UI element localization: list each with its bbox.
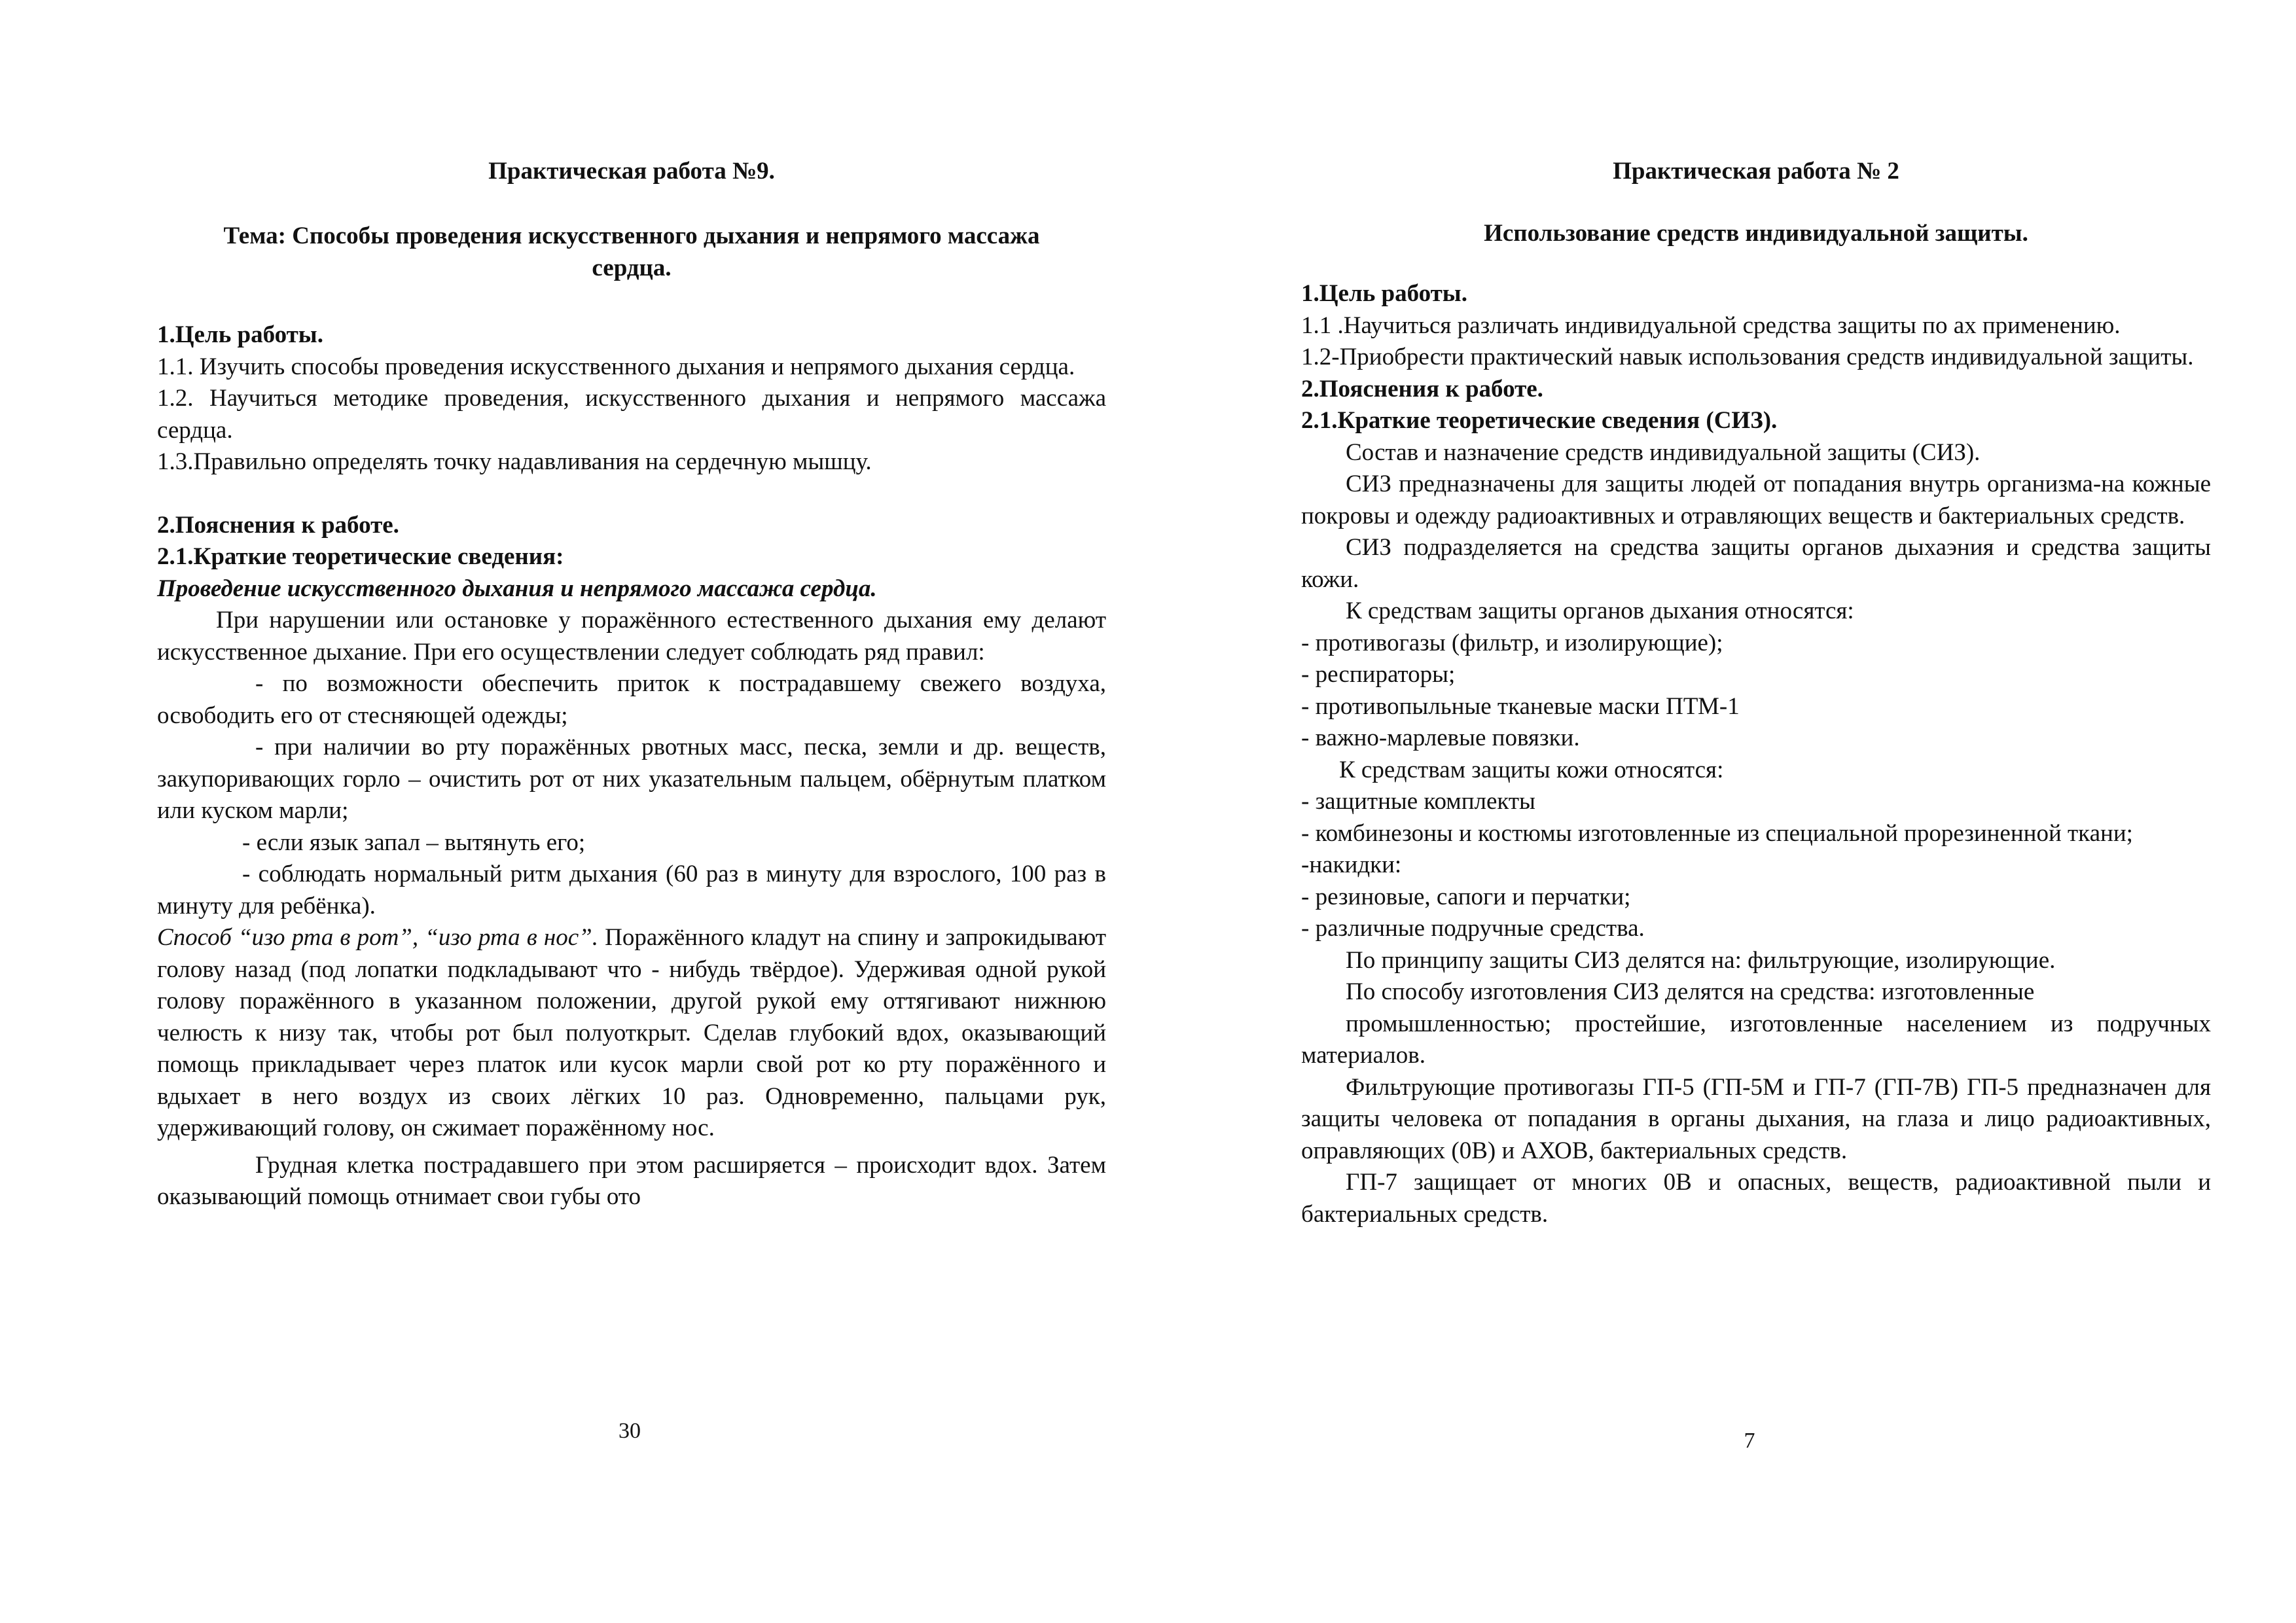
left-expl-heading: 2.Пояснения к работе.: [157, 511, 399, 539]
right-skin-item-5: - различные подручные средства.: [1301, 915, 1645, 942]
right-p6: По принципу защиты СИЗ делятся на: фильтрующие, изолирующие.: [1346, 946, 2056, 974]
right-skin-item-1: - защитные комплекты: [1301, 788, 1535, 815]
left-goal-heading: 1.Цель работы.: [157, 321, 323, 348]
right-goal-heading: 1.Цель работы.: [1301, 280, 1467, 307]
right-p5: К средствам защиты кожи относятся:: [1339, 756, 1724, 783]
left-goal-1: 1.1. Изучить способы проведения искусственного дыхания и непрямого дыхания сердца.: [157, 353, 1075, 380]
left-method-italic: Способ “изо рта в рот”, “изо рта в нос”.: [157, 924, 599, 951]
right-goal-2: 1.2-Приобрести практический навык использования средств индивидуальной защиты.: [1301, 344, 2194, 370]
left-intro: При нарушении или остановке у поражённого естественного дыхания ему делают искусственное дыхание. При его осуществлении следует соблюдать ряд правил:: [157, 607, 1106, 666]
left-rule-2: - при наличии во рту поражённых рвотных масс, песка, земли и др. веществ, закупоривающих горло – очистить рот от них указательным пальцем, обёрнутым платком или куском марли;: [157, 734, 1106, 824]
left-method-paragraph: [157, 922, 1106, 1145]
right-subtitle: Использование средств индивидуальной защиты.: [1484, 220, 2028, 247]
right-p4: К средствам защиты органов дыхания относятся:: [1346, 597, 1854, 624]
left-topic-line1: Тема: Способы проведения искусственного дыхания и непрямого массажа: [223, 223, 1040, 249]
right-body: [1301, 278, 2211, 1230]
right-resp-item-2: - респираторы;: [1301, 661, 1456, 688]
left-rule-3: - если язык запал – вытянуть его;: [242, 829, 586, 856]
right-page-number: 7: [1744, 1429, 1755, 1453]
left-goal-3: 1.3.Правильно определять точку надавливания на сердечную мышцу.: [157, 448, 872, 475]
right-title: Практическая работа № 2: [1613, 158, 1899, 185]
right-expl-heading: 2.Пояснения к работе.: [1301, 375, 1543, 402]
left-page: [157, 0, 1106, 1623]
right-skin-item-4: - резиновые, сапоги и перчатки;: [1301, 883, 1631, 910]
left-topic-line2: сердца.: [592, 255, 672, 281]
left-italic-heading: Проведение искусственного дыхания и непрямого массажа сердца.: [157, 575, 877, 602]
left-rule-1: - по возможности обеспечить приток к пострадавшему свежего воздуха, освободить его от стесняющей одежды;: [157, 670, 1106, 729]
right-p1: Состав и назначение средств индивидуальной защиты (СИЗ).: [1346, 438, 1981, 466]
left-method-text: Поражённого кладут на спину и запрокидывают голову назад (под лопатки подкладывают что - нибудь твёрдое). Удерживая одной рукой голову поражённого в указанном положении, другой рукой ему оттягивают нижнюю челюсть к низу так, чтобы рот был полуоткрыт. Сделав глубокий вдох, оказывающий помощь прикладывает через платок или кусок марли свой рот ко рту поражённого и вдыхает в него воздух из своих лёгких 10 раз. Одновременно, пальцами рук, удерживающий голову, он сжимает поражённому нос.: [157, 924, 1107, 1141]
right-p9: Фильтрующие противогазы ГП-5 (ГП-5М и ГП-7 (ГП-7В) ГП-5 предназначен для защиты человека от попадания в органы дыхания, на глаза и лицо радиоактивных, оправляющих (0В) и АХОВ, бактериальных средств.: [1301, 1073, 2211, 1164]
right-page: [1301, 0, 2211, 1623]
right-skin-item-2: - комбинезоны и костюмы изготовленные из специальной прорезиненной ткани;: [1301, 819, 2133, 847]
left-last-paragraph: Грудная клетка пострадавшего при этом расширяется – происходит вдох. Затем оказывающий помощь отнимает свои губы ото: [157, 1151, 1106, 1210]
right-p2: СИЗ предназначены для защиты людей от попадания внутрь организма-на кожные покровы и одежду радиоактивных и отравляющих веществ и бактериальных средств.: [1301, 471, 2211, 529]
right-resp-item-4: - важно-марлевые повязки.: [1301, 724, 1580, 751]
right-p7: По способу изготовления СИЗ делятся на средства: изготовленные: [1346, 978, 2035, 1005]
left-rule-4: - соблюдать нормальный ритм дыхания (60 раз в минуту для взрослого, 100 раз в минуту для ребёнка).: [157, 861, 1106, 919]
right-skin-item-3: -накидки:: [1301, 851, 1402, 878]
right-resp-item-1: - противогазы (фильтр, и изолирующие);: [1301, 629, 1723, 656]
right-theory-heading: 2.1.Краткие теоретические сведения (СИЗ).: [1301, 407, 1778, 434]
right-p10: ГП-7 защищает от многих 0В и опасных, веществ, радиоактивной пыли и бактериальных средств.: [1301, 1169, 2211, 1228]
left-theory-heading: 2.1.Краткие теоретические сведения:: [157, 543, 564, 570]
right-p8: промышленностью; простейшие, изготовленные населением из подручных материалов.: [1301, 1010, 2211, 1069]
left-page-number: 30: [619, 1419, 641, 1443]
left-body: [157, 319, 1106, 1213]
left-title: Практическая работа №9.: [488, 158, 775, 185]
right-p3: СИЗ подразделяется на средства защиты органов дыхаэния и средства защиты кожи.: [1301, 534, 2211, 593]
left-goal-2: 1.2. Научиться методике проведения, искусственного дыхания и непрямого массажа сердца.: [157, 385, 1106, 444]
right-goal-1: 1.1 .Научиться различать индивидуальной средства защиты по ах применению.: [1301, 312, 2121, 339]
right-resp-item-3: - противопыльные тканевые маски ПТМ-1: [1301, 692, 1740, 720]
